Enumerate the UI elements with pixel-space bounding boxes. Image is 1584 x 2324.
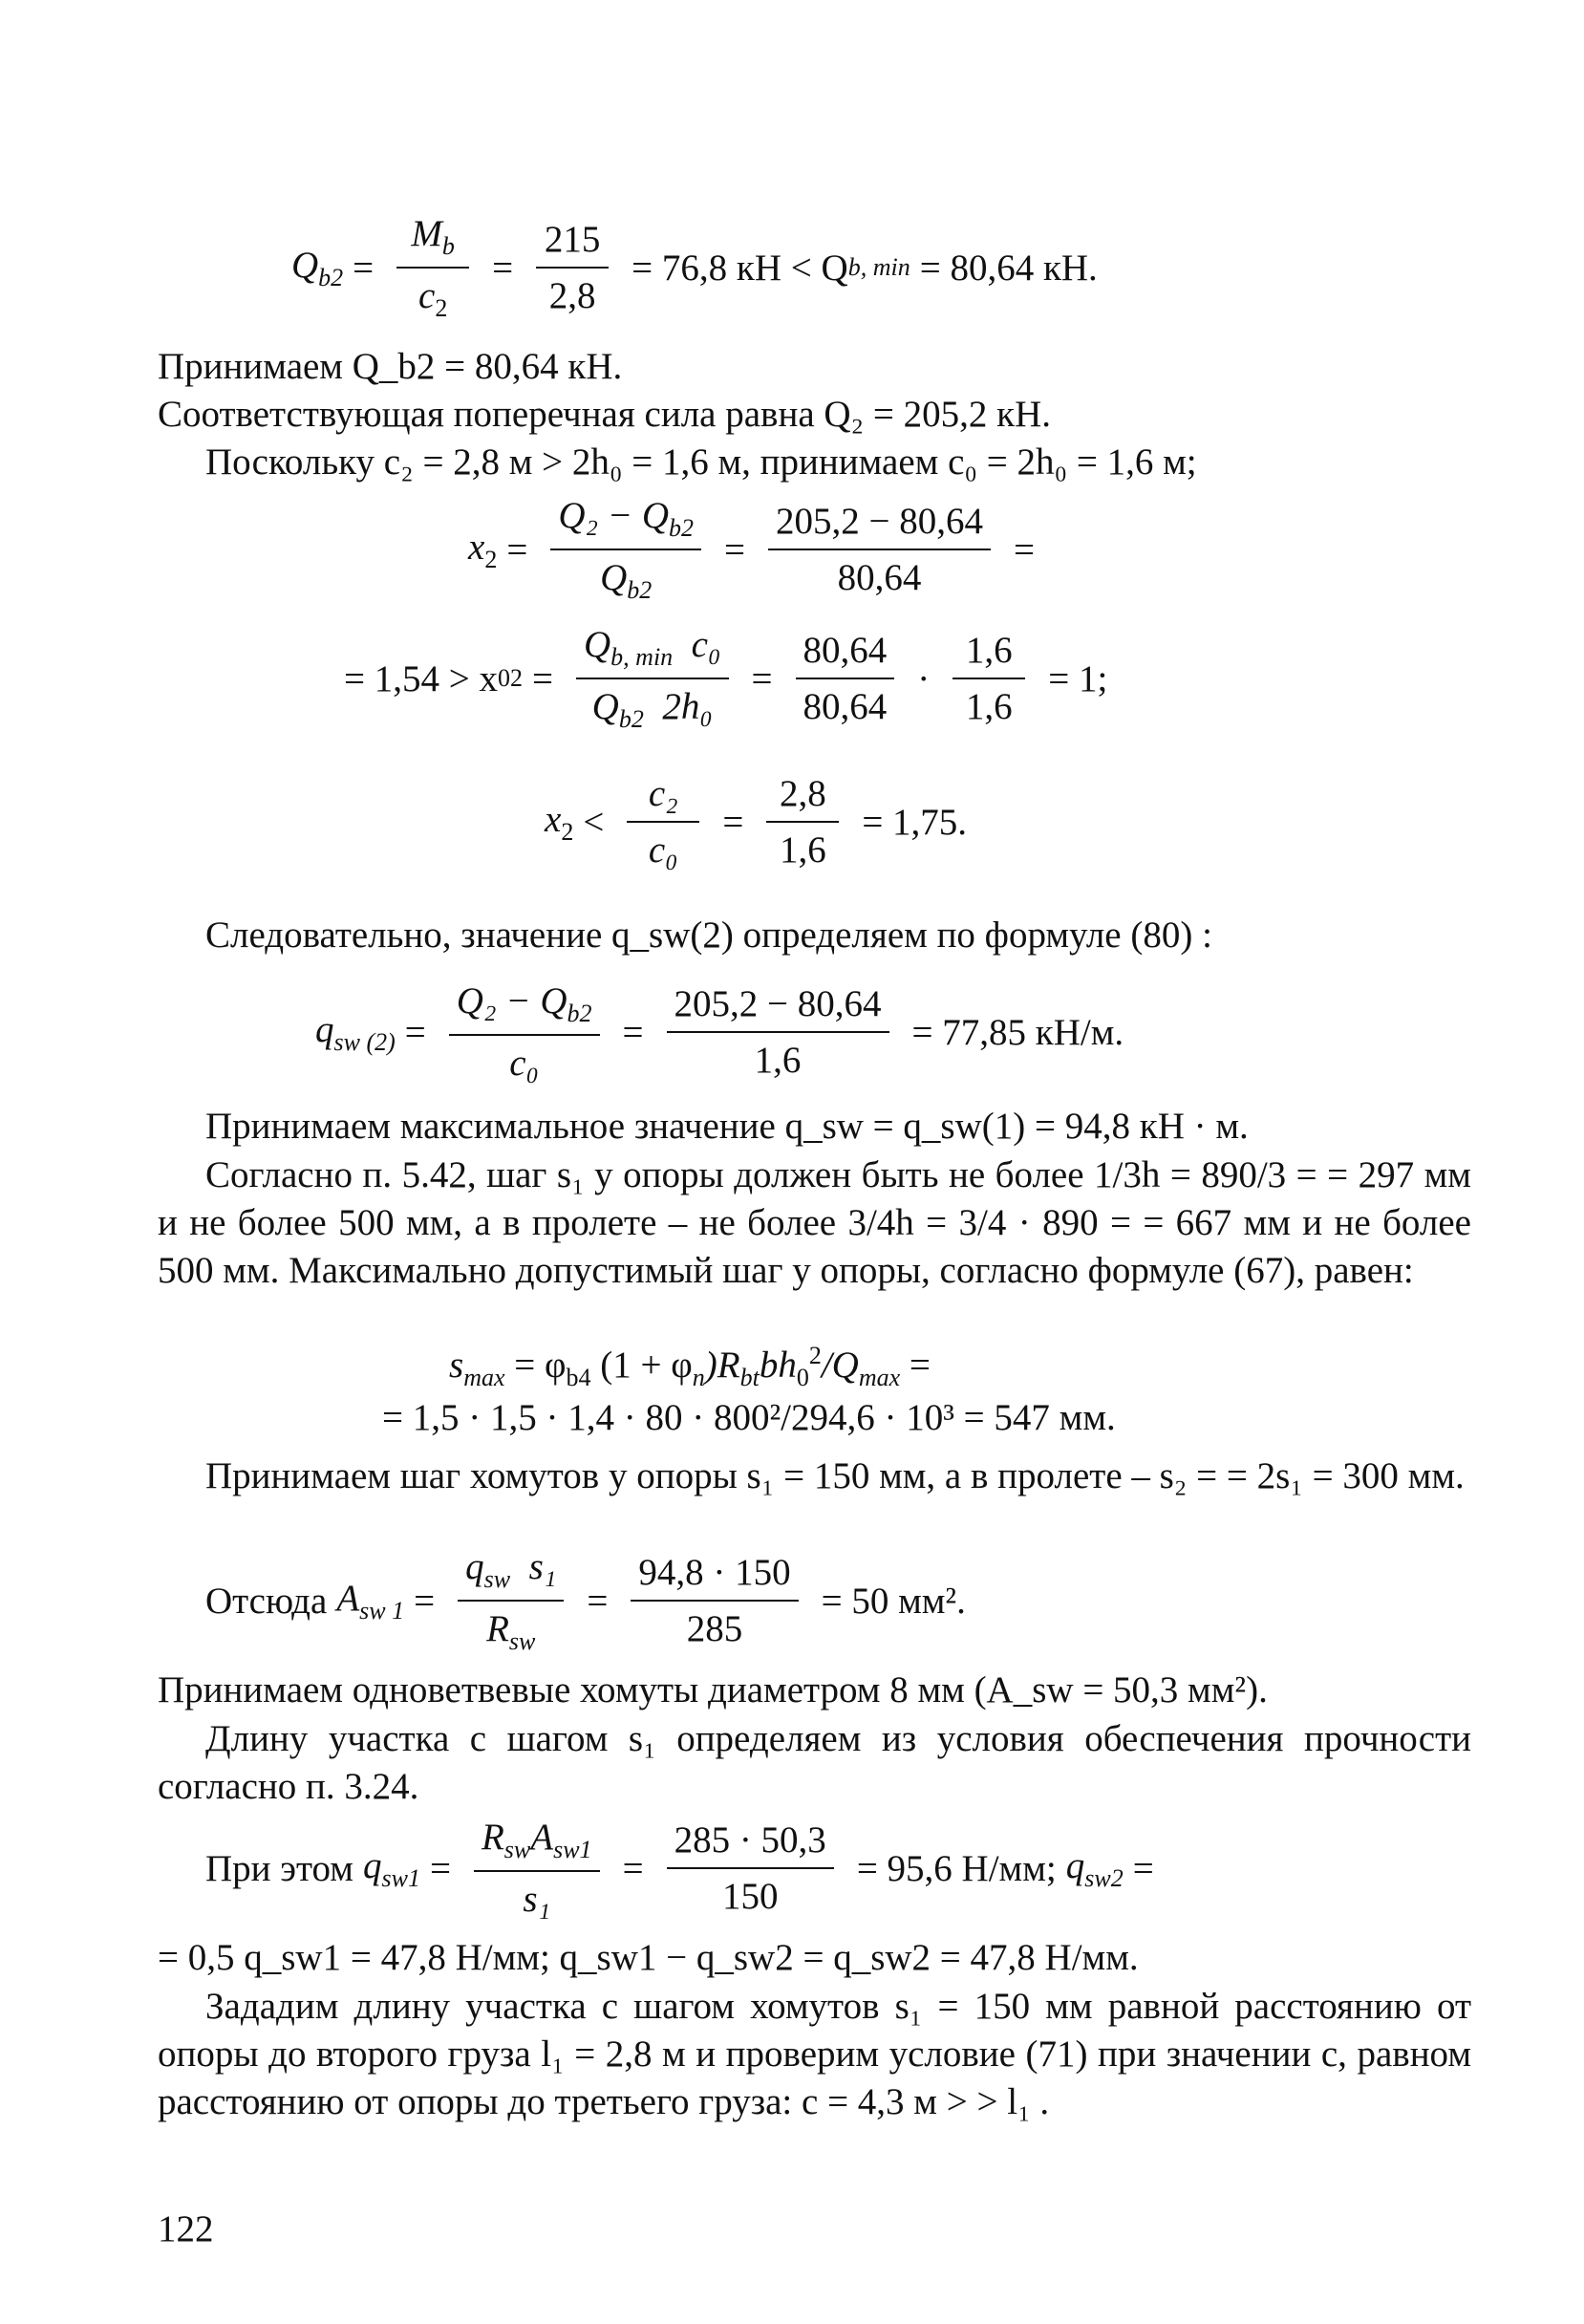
paragraph-set-length: Зададим длину участка с шагом хомутов s₁ = 150 мм равной расстоянию от опоры до второго груза l₁ = 2,8 м и проверим условие (71) при значении c, равном расстоянию от опоры до третьего груза: c = 4,3 м > > l₁ . <box>158 1986 1471 2122</box>
formula-x2-line1: $x_2$ = $\frac{Q_2 - Q_{b2}}{Q_{b2}}$ = $\frac{205,2 - 80,64}{80,64}$ = <box>468 495 1036 604</box>
fraction-28-16: $\frac{2,8}{1,6}$ <box>766 772 839 872</box>
text-accept-stirrups: Принимаем одноветвевые хомуты диаметром 8 мм (A_sw = 50,3 мм²). <box>158 1669 1268 1711</box>
text-shear-force: Соответствующая поперечная сила равна Q₂ = 205,2 кН. <box>158 394 1052 435</box>
fraction-qbmin-qb2: $\frac{Q_{b, min} c_0}{Q_{b2} 2h_0}$ <box>576 623 729 734</box>
fraction-215-28: $\frac{215}{2,8}$ <box>536 218 609 317</box>
fraction-2052-8064: $\frac{205,2 - 80,64}{80,64}$ <box>768 500 991 599</box>
formula-qsw1: При этом $q_{sw1}$ = $\frac{R_{sw}A_{sw1}}{\text{s₁}}$ = $\frac{285 \cdot 50,3}{150}$ = 95,6 Н/мм; $q_{sw2}$ = <box>205 1817 1154 1920</box>
fraction-q2-qb2-c0: $\frac{Q_2 - Q_{b2}}{\text{c₀}}$ <box>449 979 600 1085</box>
fraction-8064-8064: $\frac{80,64}{80,64}$ <box>796 629 895 728</box>
fraction-c2-c0: $\frac{\text{c₂}}{\text{c₀}}$ <box>627 772 699 872</box>
fraction-mb-c2: $\frac{M_b}{c_2}$ <box>396 212 469 323</box>
formula-qb2: $Q_{b2}$ = $\frac{M_b}{c_2}$ = $\frac{215}{2,8}$ = 76,8 кН < Q b, min = 80,64 кН. <box>291 213 1098 322</box>
formula-x2-line2: = 1,54 > x 02 = $\frac{Q_{b, min} c_0}{Q_{b2} 2h_0}$ = $\frac{80,64}{80,64}$ · $\frac{1,6}{1,6}$ = 1; <box>344 624 1108 733</box>
paragraph-accept-step: Принимаем шаг хомутов у опоры s₁ = 150 мм, а в пролете – s₂ = = 2s₁ = 300 мм. <box>205 1455 1465 1496</box>
formula-asw1: Отсюда $A_{sw 1}$ = $\frac{q_{sw} s_1}{R_{sw}}$ = $\frac{94,8 \cdot 150}{285}$ = 50 мм². <box>205 1546 966 1655</box>
page-number: 122 <box>158 2208 214 2249</box>
fraction-16-16: $\frac{1,6}{1,6}$ <box>953 629 1025 728</box>
fraction-285-503-150: $\frac{285 \cdot 50,3}{150}$ <box>667 1818 834 1918</box>
fraction-2052-8064-16: $\frac{205,2 - 80,64}{1,6}$ <box>667 982 889 1082</box>
paragraph-length-s1: Длину участка с шагом s₁ определяем из условия обеспечения прочности согласно п. 3.24. <box>158 1718 1471 1807</box>
fraction-948-150-285: $\frac{94,8 \cdot 150}{285}$ <box>631 1551 798 1650</box>
text-accept-qb2: Принимаем Q_b2 = 80,64 кН. <box>158 346 623 387</box>
fraction-qsw-s1-rsw: $\frac{q_{sw} s_1}{R_{sw}}$ <box>458 1545 564 1656</box>
fraction-q2-qb2: $\frac{Q_2 - Q_{b2}}{Q_{b2}}$ <box>550 494 701 605</box>
text-therefore-qsw2: Следовательно, значение q_sw(2) определяем по формуле (80) : <box>205 915 1212 956</box>
text-qsw2-result: = 0,5 q_sw1 = 47,8 Н/мм; q_sw1 − q_sw2 = q_sw2 = 47,8 Н/мм. <box>158 1937 1139 1978</box>
paragraph-step-s1: Согласно п. 5.42, шаг s₁ у опоры должен быть не более 1/3h = 890/3 = = 297 мм и не более 500 мм, а в пролете – не более 3/4h = 3/4 · 890 = = 667 мм и не более 500 мм. Максимально допустимый шаг у опоры, согласно формуле (67), равен: <box>158 1154 1471 1291</box>
text-since-c2: Поскольку c₂ = 2,8 м > 2h₀ = 1,6 м, принимаем c₀ = 2h₀ = 1,6 м; <box>205 441 1197 483</box>
formula-x2-line3: $x_2$ < $\frac{\text{c₂}}{\text{c₀}}$ = $\frac{2,8}{1,6}$ = 1,75. <box>545 773 968 871</box>
text-accept-max-qsw: Принимаем максимальное значение q_sw = q_sw(1) = 94,8 кН · м. <box>205 1106 1249 1147</box>
formula-qsw2: $q_{sw (2)}$ = $\frac{Q_2 - Q_{b2}}{\text{c₀}}$ = $\frac{205,2 - 80,64}{1,6}$ = 77,85 кН/м. <box>315 980 1124 1084</box>
formula-qb2-lhs: $Q_{b2}$ <box>291 244 344 291</box>
formula-smax-line2: = 1,5 · 1,5 · 1,4 · 80 · 800²/294,6 · 10³ = 547 мм. <box>382 1397 1116 1438</box>
formula-smax-line1: $s_{max} = \varphi_{b4}$ $(1 + \varphi_n)R_{bt}bh_0^2/Q_{max}$ = <box>449 1341 931 1391</box>
fraction-rsw-asw1-s1: $\frac{R_{sw}A_{sw1}}{\text{s₁}}$ <box>474 1816 600 1921</box>
